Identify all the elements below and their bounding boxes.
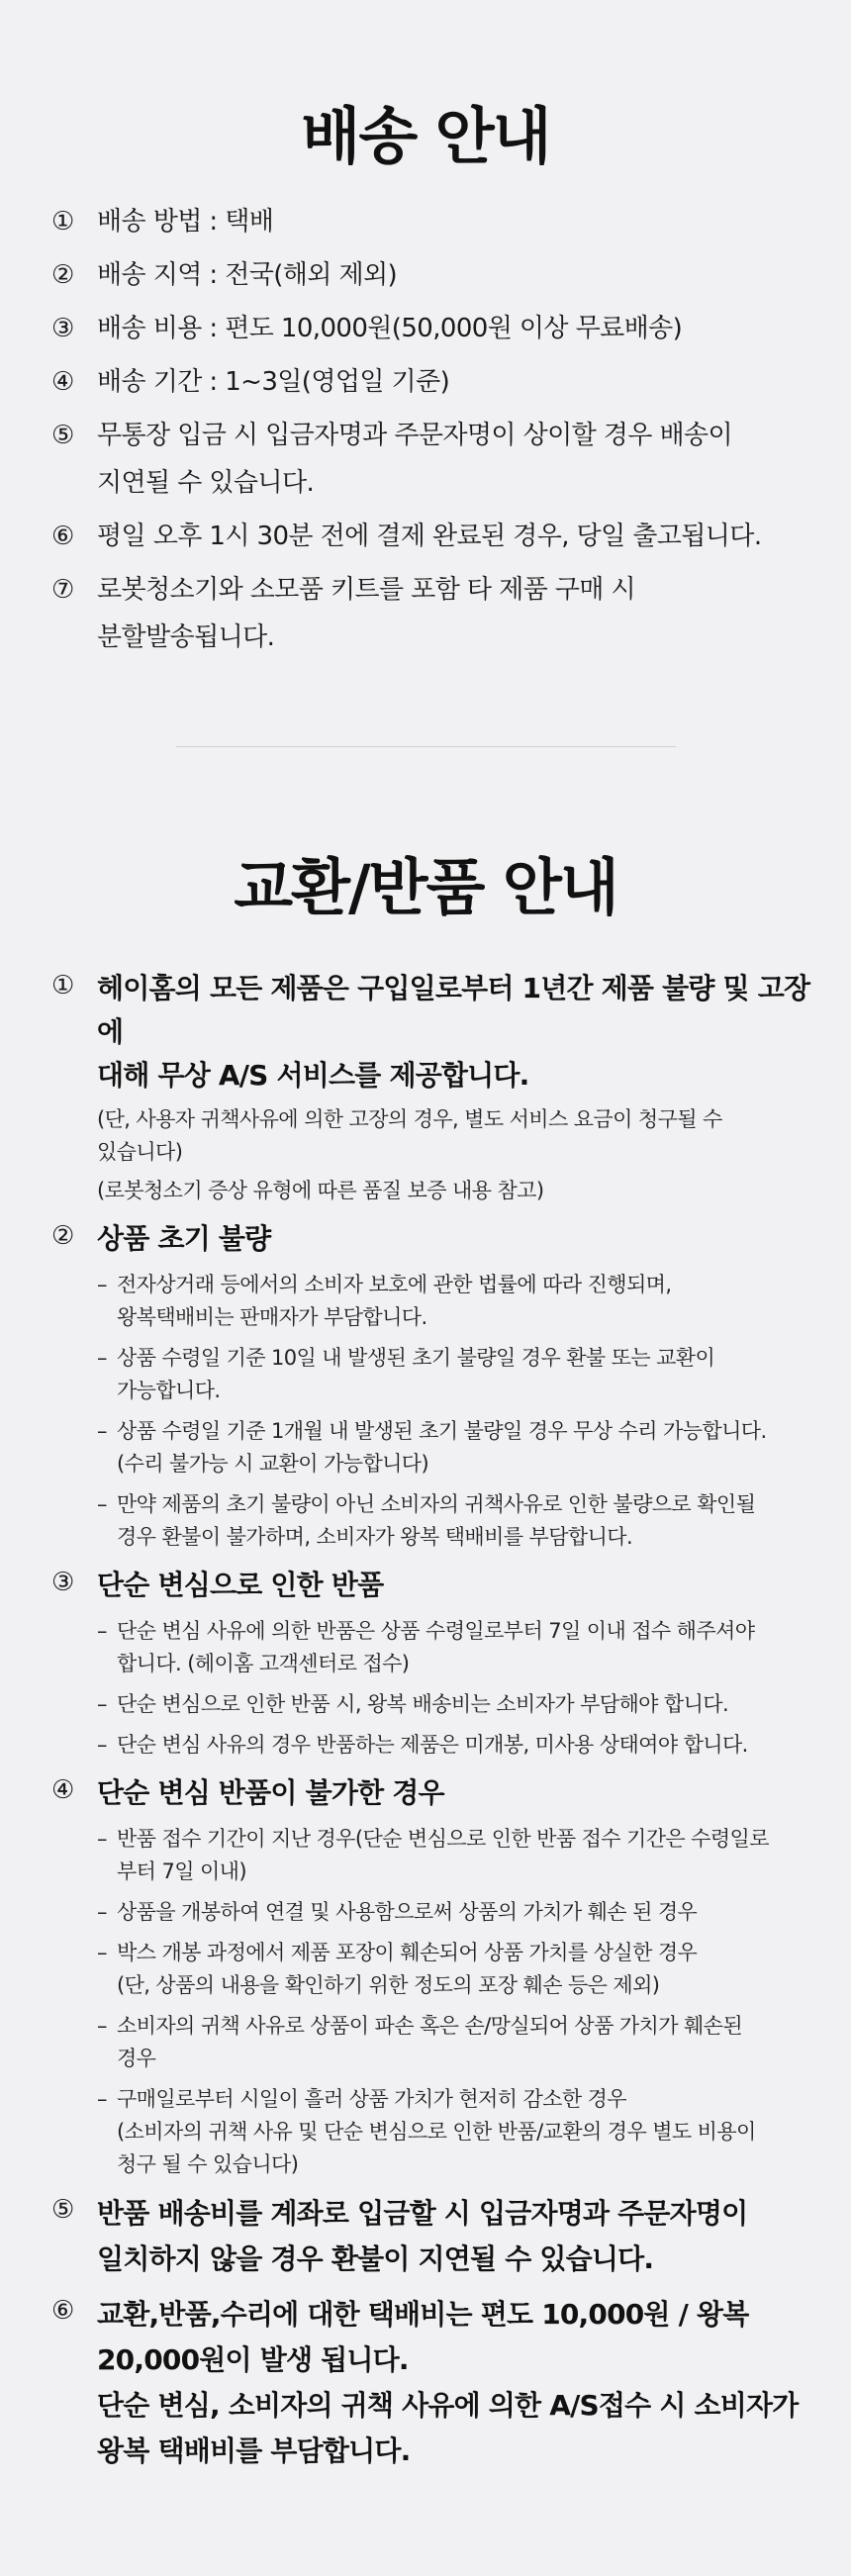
shipping-item xyxy=(51,358,811,406)
shipping-item-text xyxy=(97,198,811,245)
sub-line: (수리 불가능 시 교환이 가능합니다) xyxy=(117,1452,429,1476)
exchange-item xyxy=(51,1217,811,1554)
heading-line: 단순 변심으로 인한 반품 xyxy=(97,1569,384,1601)
sub-item-text xyxy=(117,1342,811,1407)
sub-line: 가능합니다. xyxy=(117,1379,221,1402)
sub-line: 만약 제품의 초기 불량이 아닌 소비자의 귀책사유로 인한 불량으로 확인될 xyxy=(117,1492,756,1516)
shipping-item-text xyxy=(97,305,811,352)
note-line: 있습니다) xyxy=(97,1140,183,1164)
shipping-item-text xyxy=(97,513,811,560)
sub-line: 상품 수령일 기준 10일 내 발생된 초기 불량일 경우 환불 또는 교환이 xyxy=(117,1346,715,1370)
exchange-item-heading xyxy=(97,2292,811,2474)
heading-line: 왕복 택배비를 부담합니다. xyxy=(97,2434,411,2467)
sub-item-text xyxy=(117,1823,811,1888)
exchange-sub-item xyxy=(97,2083,811,2181)
text-line: 배송 기간 : 1~3일(영업일 기준) xyxy=(97,367,450,397)
section-divider xyxy=(176,746,676,747)
item-number: ⑦ xyxy=(51,575,74,605)
item-number: ⑤ xyxy=(51,421,74,450)
exchange-sub-item xyxy=(97,1729,811,1762)
item-number: ② xyxy=(51,1221,75,1251)
exchange-item-body xyxy=(97,2292,811,2474)
dash-bullet: – xyxy=(97,2014,107,2038)
exchange-item-body xyxy=(97,967,811,1207)
sub-item-text xyxy=(117,1896,811,1929)
dash-bullet: – xyxy=(97,1900,107,1924)
text-line: 분할발송됩니다. xyxy=(97,622,275,652)
sub-item-text xyxy=(117,1415,811,1480)
sub-line: 경우 xyxy=(117,2047,156,2070)
exchange-item-note xyxy=(97,1175,811,1207)
exchange-item-body xyxy=(97,2191,811,2282)
heading-line: 일치하지 않을 경우 환불이 지연될 수 있습니다. xyxy=(97,2242,654,2275)
sub-item-text xyxy=(117,2010,811,2075)
item-number: ② xyxy=(51,260,74,290)
dash-bullet: – xyxy=(97,1827,107,1851)
exchange-item-body xyxy=(97,1564,811,1762)
heading-line: 상품 초기 불량 xyxy=(97,1222,271,1255)
dash-bullet: – xyxy=(97,1492,107,1516)
exchange-sub-item xyxy=(97,1342,811,1407)
shipping-title: 배송 안내 xyxy=(301,100,550,172)
exchange-item-heading xyxy=(97,1217,811,1261)
item-number: ⑥ xyxy=(51,2296,75,2326)
sub-line: 상품을 개봉하여 연결 및 사용함으로써 상품의 가치가 훼손 된 경우 xyxy=(117,1900,698,1924)
exchange-sub-item xyxy=(97,2010,811,2075)
heading-line: 반품 배송비를 계좌로 입금할 시 입금자명과 주문자명이 xyxy=(97,2197,748,2230)
dash-bullet: – xyxy=(97,1346,107,1370)
shipping-item xyxy=(51,305,811,352)
sub-line: (단, 상품의 내용을 확인하기 위한 정도의 포장 훼손 등은 제외) xyxy=(117,1973,660,1997)
heading-line: 20,000원이 발생 됩니다. xyxy=(97,2343,409,2376)
sub-line: 부터 7일 이내) xyxy=(117,1860,246,1883)
heading-line: 헤이홈의 모든 제품은 구입일로부터 1년간 제품 불량 및 고장에 xyxy=(97,972,810,1048)
sub-line: 단순 변심 사유의 경우 반품하는 제품은 미개봉, 미사용 상태여야 합니다. xyxy=(117,1733,748,1757)
sub-line: 합니다. (헤이홈 고객센터로 접수) xyxy=(117,1652,410,1675)
exchange-item-heading xyxy=(97,1771,811,1815)
sub-item-text xyxy=(117,1937,811,2002)
item-number: ⑤ xyxy=(51,2195,75,2225)
exchange-item-heading xyxy=(97,1564,811,1607)
exchange-item-heading xyxy=(97,967,811,1097)
exchange-sub-item xyxy=(97,1823,811,1888)
sub-line: 왕복택배비는 판매자가 부담합니다. xyxy=(117,1305,427,1329)
shipping-item xyxy=(51,566,811,661)
sub-line: 단순 변심으로 인한 반품 시, 왕복 배송비는 소비자가 부담해야 합니다. xyxy=(117,1692,729,1716)
text-line: 배송 비용 : 편도 10,000원(50,000원 이상 무료배송) xyxy=(97,314,683,343)
exchange-item xyxy=(51,1771,811,2181)
dash-bullet: – xyxy=(97,1419,107,1443)
exchange-item xyxy=(51,967,811,1207)
sub-line: 청구 될 수 있습니다) xyxy=(117,2152,299,2176)
shipping-item-text xyxy=(97,358,811,406)
exchange-list xyxy=(0,967,851,2474)
item-number: ③ xyxy=(51,314,74,343)
sub-line: 상품 수령일 기준 1개월 내 발생된 초기 불량일 경우 무상 수리 가능합니다. xyxy=(117,1419,767,1443)
dash-bullet: – xyxy=(97,1619,107,1643)
sub-item-text xyxy=(117,2083,811,2181)
exchange-sub-item xyxy=(97,1415,811,1480)
item-number: ④ xyxy=(51,1775,75,1805)
heading-line: 교환,반품,수리에 대한 택배비는 편도 10,000원 / 왕복 xyxy=(97,2298,749,2331)
shipping-item xyxy=(51,412,811,507)
sub-line: 전자상거래 등에서의 소비자 보호에 관한 법률에 따라 진행되며, xyxy=(117,1273,672,1296)
exchange-item xyxy=(51,2292,811,2474)
exchange-item-note xyxy=(97,1103,811,1169)
item-number: ⑥ xyxy=(51,522,74,551)
shipping-item xyxy=(51,198,811,245)
dash-bullet: – xyxy=(97,1273,107,1296)
exchange-sub-item xyxy=(97,1896,811,1929)
item-number: ③ xyxy=(51,1568,75,1597)
sub-item-text xyxy=(117,1269,811,1334)
sub-line: 반품 접수 기간이 지난 경우(단순 변심으로 인한 반품 접수 기간은 수령일로 xyxy=(117,1827,769,1851)
note-line: (로봇청소기 증상 유형에 따른 품질 보증 내용 참고) xyxy=(97,1179,544,1202)
exchange-title: 교환/반품 안내 xyxy=(234,851,617,923)
shipping-item xyxy=(51,251,811,299)
sub-line: 단순 변심 사유에 의한 반품은 상품 수령일로부터 7일 이내 접수 해주셔야 xyxy=(117,1619,755,1643)
sub-line: 경우 환불이 불가하며, 소비자가 왕복 택배비를 부담합니다. xyxy=(117,1525,633,1549)
item-number: ① xyxy=(51,207,74,237)
sub-line: 박스 개봉 과정에서 제품 포장이 훼손되어 상품 가치를 상실한 경우 xyxy=(117,1941,698,1964)
item-number: ④ xyxy=(51,367,74,397)
exchange-sub-item xyxy=(97,1615,811,1680)
text-line: 무통장 입금 시 입금자명과 주문자명이 상이할 경우 배송이 xyxy=(97,421,733,450)
text-line: 지연될 수 있습니다. xyxy=(97,468,315,498)
shipping-item-text xyxy=(97,412,811,507)
sub-item-text xyxy=(117,1488,811,1554)
exchange-item-body xyxy=(97,1771,811,2181)
note-line: (단, 사용자 귀책사유에 의한 고장의 경우, 별도 서비스 요금이 청구될 수 xyxy=(97,1107,722,1131)
sub-item-text xyxy=(117,1615,811,1680)
dash-bullet: – xyxy=(97,1941,107,1964)
text-line: 로봇청소기와 소모품 키트를 포함 타 제품 구매 시 xyxy=(97,575,635,605)
shipping-item-text xyxy=(97,251,811,299)
text-line: 배송 지역 : 전국(해외 제외) xyxy=(97,260,398,290)
exchange-item xyxy=(51,2191,811,2282)
sub-line: 소비자의 귀책 사유로 상품이 파손 혹은 손/망실되어 상품 가치가 훼손된 xyxy=(117,2014,743,2038)
exchange-item-body xyxy=(97,1217,811,1554)
exchange-sub-item xyxy=(97,1269,811,1334)
text-line: 배송 방법 : 택배 xyxy=(97,207,274,237)
sub-line: (소비자의 귀책 사유 및 단순 변심으로 인한 반품/교환의 경우 별도 비용이 xyxy=(117,2120,756,2144)
sub-line: 구매일로부터 시일이 흘러 상품 가치가 현저히 감소한 경우 xyxy=(117,2087,626,2111)
exchange-sub-item xyxy=(97,1937,811,2002)
exchange-sub-item xyxy=(97,1488,811,1554)
dash-bullet: – xyxy=(97,2087,107,2111)
dash-bullet: – xyxy=(97,1692,107,1716)
heading-line: 단순 변심 반품이 불가한 경우 xyxy=(97,1776,444,1809)
sub-item-text xyxy=(117,1729,811,1762)
sub-item-text xyxy=(117,1688,811,1721)
exchange-item-heading xyxy=(97,2191,811,2282)
heading-line: 단순 변심, 소비자의 귀책 사유에 의한 A/S접수 시 소비자가 xyxy=(97,2389,799,2422)
exchange-item xyxy=(51,1564,811,1762)
shipping-list xyxy=(0,198,851,661)
shipping-item xyxy=(51,513,811,560)
item-number: ① xyxy=(51,971,75,1001)
text-line: 평일 오후 1시 30분 전에 결제 완료된 경우, 당일 출고됩니다. xyxy=(97,522,762,551)
dash-bullet: – xyxy=(97,1733,107,1757)
exchange-sub-item xyxy=(97,1688,811,1721)
heading-line: 대해 무상 A/S 서비스를 제공합니다. xyxy=(97,1059,529,1092)
shipping-item-text xyxy=(97,566,811,661)
